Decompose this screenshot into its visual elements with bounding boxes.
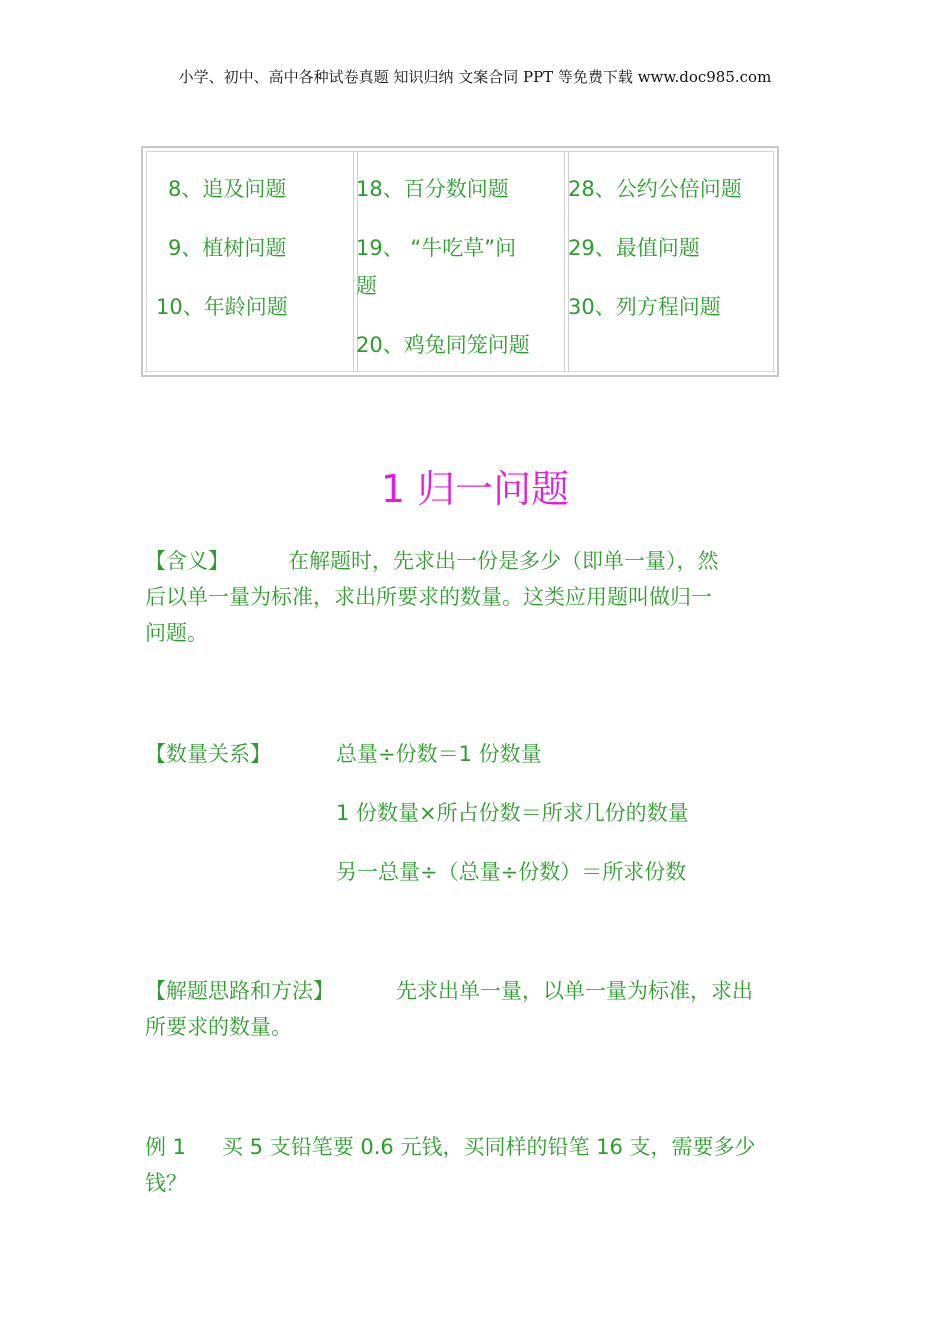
relation-label: 【数量关系】	[145, 742, 271, 766]
meaning-text: 在解题时，先求出一份是多少（即单一量），然	[288, 549, 719, 573]
example-text: 买 5 支铅笔要 0.6 元钱，买同样的铅笔 16 支，需要多少	[222, 1135, 756, 1159]
toc-item: 20、鸡兔同笼问题	[356, 333, 530, 357]
example-text: 钱？	[145, 1171, 187, 1195]
relation-formula: 另一总量÷（总量÷份数）＝所求份数	[336, 860, 687, 884]
relation-formula: 总量÷份数＝1 份数量	[336, 742, 542, 766]
toc-item: 30、列方程问题	[568, 295, 721, 319]
example-label: 例 1	[145, 1135, 187, 1159]
relation-formula: 1 份数量×所占份数＝所求几份的数量	[336, 801, 689, 825]
method-text: 先求出单一量，以单一量为标准，求出	[396, 979, 753, 1003]
method-label: 【解题思路和方法】	[145, 979, 334, 1003]
page-header: 小学、初中、高中各种试卷真题 知识归纳 文案合同 PPT 等免费下载 www.doc985.com	[178, 68, 772, 86]
toc-table	[141, 146, 779, 377]
meaning-text: 问题。	[145, 621, 208, 645]
toc-item: 8、追及问题	[168, 177, 287, 201]
toc-item: 题	[356, 274, 377, 298]
toc-item: 28、公约公倍问题	[568, 177, 742, 201]
method-text: 所要求的数量。	[145, 1015, 292, 1039]
toc-item: 9、植树问题	[168, 236, 287, 260]
toc-item: 10、年龄问题	[156, 295, 288, 319]
toc-item: 29、最值问题	[568, 236, 700, 260]
meaning-label: 【含义】	[145, 549, 229, 573]
toc-item: 18、百分数问题	[356, 177, 509, 201]
toc-item: 19、 “牛吃草”问	[356, 236, 517, 260]
section-title: 1 归一问题	[380, 467, 570, 511]
meaning-text: 后以单一量为标准，求出所要求的数量。这类应用题叫做归一	[145, 585, 712, 609]
